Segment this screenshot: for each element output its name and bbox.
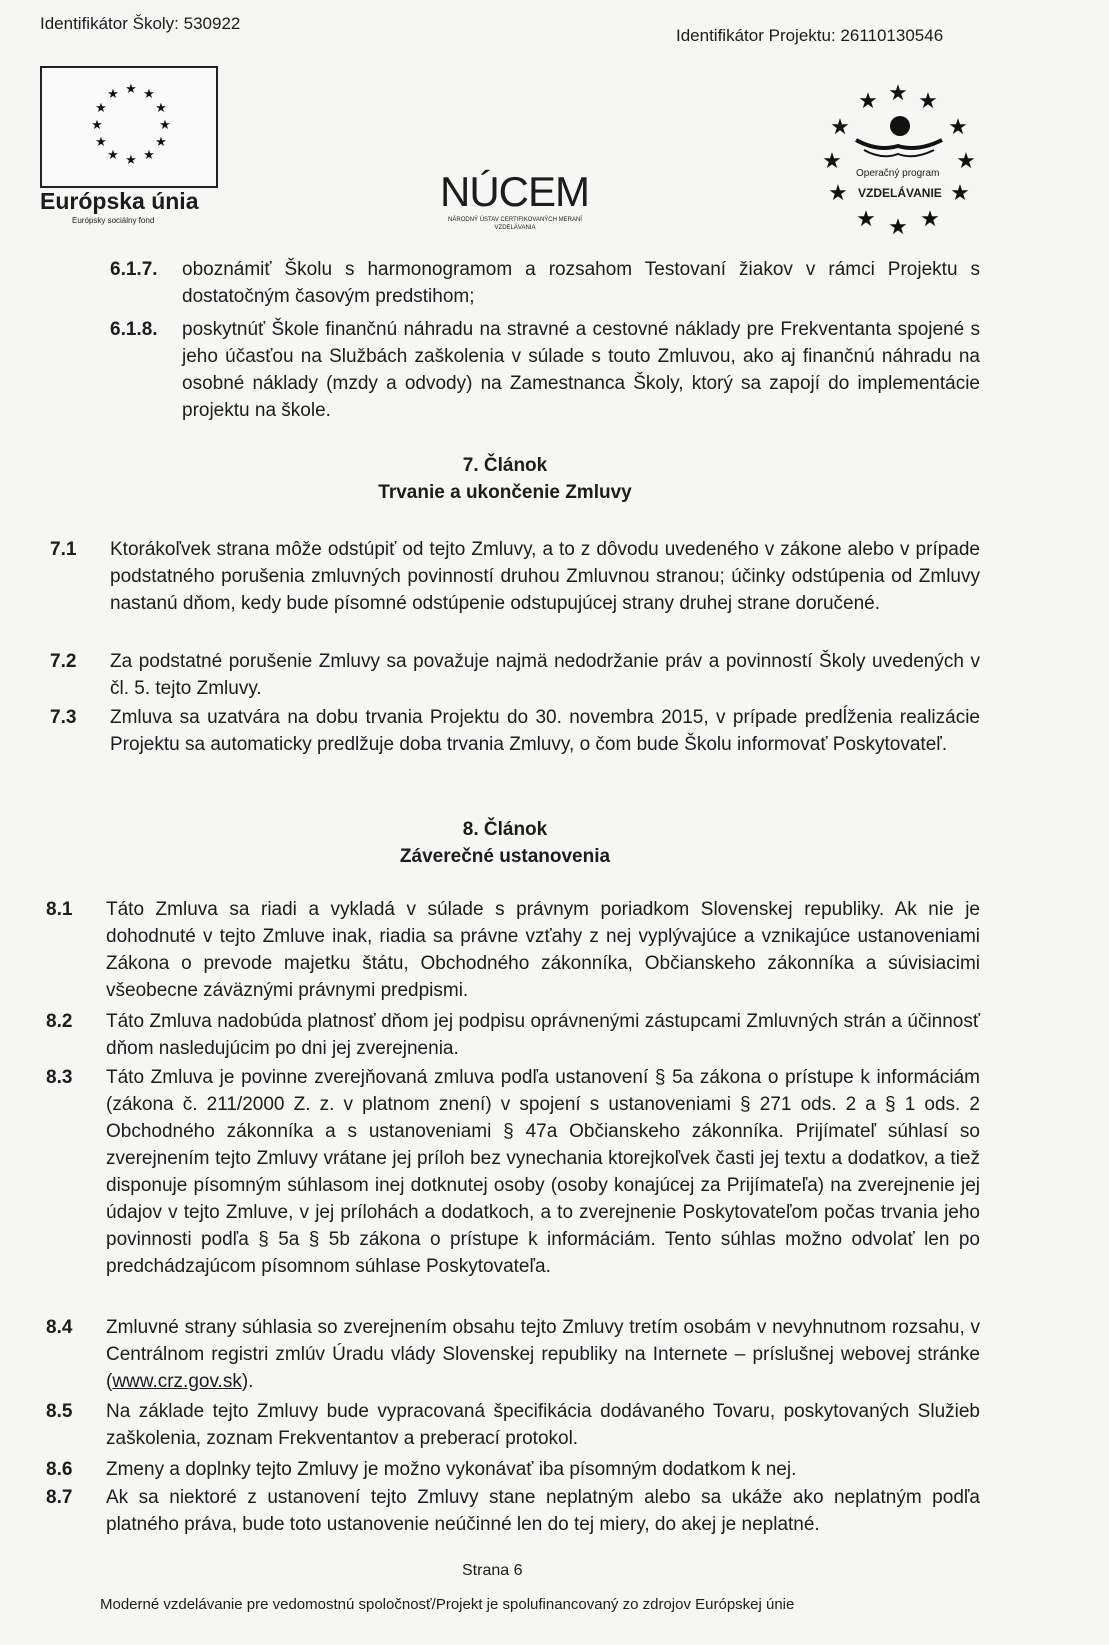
clause-number: 7.2: [50, 651, 77, 672]
svg-text:★: ★: [143, 148, 155, 163]
clause-text: Ak sa niektoré z ustanovení tejto Zmluvy stane neplatným alebo sa ukáže ako neplatným podľa platného práva, bude toto ustanovenie neúčinné len do tej miery, do akej je neplatné.: [106, 1487, 980, 1535]
svg-text:★: ★: [91, 118, 103, 133]
clause-number: 8.4: [46, 1317, 73, 1338]
clause-number: 7.3: [50, 707, 77, 728]
clause-8-6: [46, 1456, 980, 1484]
article-7-title: Trvanie a ukončenie Zmluvy: [378, 482, 632, 503]
article-8-number: 8. Článok: [462, 819, 548, 840]
svg-text:★: ★: [95, 101, 107, 116]
page-footer: Moderné vzdelávanie pre vedomostnú spoločnosť/Projekt je spolufinancovaný zo zdrojov Európskej únie: [100, 1596, 795, 1613]
eu-title: Európska únia: [40, 188, 199, 214]
clause-text: Zmluva sa uzatvára na dobu trvania Projektu do 30. novembra 2015, v prípade predĺženia realizácie Projektu sa automaticky predlžuje doba trvania Zmluvy, o čom bude Školu informovať Poskytovateľ.: [110, 707, 980, 755]
svg-text:★: ★: [888, 215, 908, 238]
svg-text:★: ★: [143, 87, 155, 102]
svg-text:★: ★: [95, 135, 107, 150]
svg-text:★: ★: [858, 89, 878, 114]
clause-7-1: [50, 536, 980, 646]
svg-text:★: ★: [822, 149, 842, 174]
op-label: Operačný program: [856, 168, 940, 179]
svg-text:★: ★: [830, 115, 850, 140]
clause-text: Táto Zmluva je povinne zverejňovaná zmluva podľa ustanovení § 5a zákona o prístupe k informáciám (zákona č. 211/2000 Z. z. v platnom znení) v spojení s ustanoveniami § 271 ods. 2 a § 1 ods. 2 Obchodného zákonníka a s ustanoveniami § 47a Občianskeho zákonníka. Prijímateľ súhlasí so zverejnením tejto Zmluvy vrátane jej príloh bez vynechania ktorejkoľvek časti jej textu a dodatkov, a tiež disponuje písomným súhlasom inej dotknutej osoby (osoby konajúcej za Prijímateľa) na zverejnenie jej údajov v tejto Zmluve, v jej prílohách a dodatkoch, a to zverejnenie Poskytovateľom počas trvania jeho povinnosti podľa § 5a § 5b zákona o prístupe k informáciám. Tento súhlas možno odvolať len po predchádzajúcom písomnom súhlase Poskytovateľa.: [106, 1067, 980, 1277]
project-id: Identifikátor Projektu: 26110130546: [676, 26, 944, 45]
clause-8-4: [46, 1314, 980, 1398]
svg-text:★: ★: [888, 81, 908, 106]
clause-6-1-7: [110, 256, 980, 316]
clause-8-2: [46, 1008, 980, 1064]
clause-number: 8.2: [46, 1011, 73, 1032]
clause-number: 8.3: [46, 1067, 73, 1088]
svg-text:★: ★: [107, 148, 119, 163]
op-vzdelavanie-logo-icon: [818, 78, 978, 238]
clause-text-before: Zmluvné strany súhlasia so zverejnením obsahu tejto Zmluvy tretím osobám v nevyhnutnom rozsahu, v Centrálnom registri zmlúv Úradu vlády Slovenskej republiky na Internete – príslušnej webovej stránke (: [106, 1317, 980, 1392]
svg-text:★: ★: [155, 101, 167, 116]
clause-8-3: [46, 1064, 980, 1312]
eu-subtitle: Európsky sociálny fond: [72, 216, 155, 225]
clause-7-2: [50, 648, 980, 704]
clause-text: Táto Zmluva nadobúda platnosť dňom jej podpisu oprávnenými zástupcami Zmluvných strán a účinnosť dňom nasledujúcim po dni jej zverejnenia.: [106, 1011, 980, 1059]
clause-text-after: ).: [241, 1371, 254, 1392]
eu-stars-icon: [86, 76, 176, 166]
clause-text: Na základe tejto Zmluvy bude vypracovaná špecifikácia dodávaného Tovaru, poskytovaných Služieb zaškolenia, zoznam Frekventantov a preberací protokol.: [106, 1401, 980, 1449]
clause-text: Táto Zmluva sa riadi a vykladá v súlade s právnym poriadkom Slovenskej republiky. Ak nie je dohodnuté v tejto Zmluve inak, riadia sa právne vzťahy z nej vyplývajúce a vznikajúce ustanoveniami Zákona o prevode majetku štátu, Obchodného zákonníka, Občianskeho zákonníka a súvisiacimi všeobecne záväznými právnymi predpismi.: [106, 899, 980, 1001]
op-label-main: VZDELÁVANIE: [858, 186, 942, 200]
clause-8-1: [46, 896, 980, 1006]
svg-text:★: ★: [918, 89, 938, 114]
clause-number: 6.1.7.: [110, 259, 158, 280]
clause-number: 8.1: [46, 899, 73, 920]
school-id: Identifikátor Školy: 530922: [40, 14, 241, 33]
svg-text:★: ★: [125, 153, 137, 166]
article-8-title: Záverečné ustanovenia: [399, 846, 611, 867]
article-7-number: 7. Článok: [462, 455, 548, 476]
svg-text:★: ★: [856, 207, 876, 232]
svg-text:★: ★: [107, 87, 119, 102]
clause-text: [106, 1314, 980, 1395]
clause-text: Za podstatné porušenie Zmluvy sa považuje najmä nedodržanie práv a povinností Školy uvedených v čl. 5. tejto Zmluvy.: [110, 651, 980, 699]
clause-number: 7.1: [50, 539, 77, 560]
svg-text:★: ★: [125, 82, 137, 97]
svg-text:★: ★: [159, 118, 171, 133]
svg-text:★: ★: [155, 135, 167, 150]
clause-number: 8.7: [46, 1487, 73, 1508]
svg-text:★: ★: [956, 149, 976, 174]
clause-text: poskytnúť Škole finančnú náhradu na stravné a cestovné náklady pre Frekventanta spojené s jeho účasťou na Službách zaškolenia v súlade s touto Zmluvou, ako aj finančnú náhradu na osobné náklady (mzdy a odvody) na Zamestnanca Školy, ktorý sa zapojí do implementácie projektu na škole.: [182, 319, 980, 421]
clause-8-5: [46, 1398, 980, 1454]
svg-text:★: ★: [948, 115, 968, 140]
svg-text:★: ★: [950, 181, 970, 206]
clause-text: Ktorákoľvek strana môže odstúpiť od tejto Zmluvy, a to z dôvodu uvedeného v zákone alebo v prípade podstatného porušenia zmluvných povinností druhou Zmluvnou stranou; účinky odstúpenia od Zmluvy nastanú dňom, kedy bude písomné odstúpenie odstupujúcej strany druhej strane doručené.: [110, 539, 980, 614]
clause-number: 8.6: [46, 1459, 73, 1480]
nucem-subtitle: NÁRODNÝ ÚSTAV CERTIFIKOVANÝCH MERANÍ VZDELÁVANIA: [448, 217, 582, 231]
nucem-logo: NÚCEM: [440, 168, 589, 215]
svg-text:★: ★: [920, 207, 940, 232]
clause-text: Zmeny a doplnky tejto Zmluvy je možno vykonávať iba písomným dodatkom k nej.: [106, 1459, 797, 1480]
clause-6-1-8: [110, 316, 980, 426]
clause-8-7: [46, 1484, 980, 1540]
clause-text: oboznámiť Školu s harmonogramom a rozsahom Testovaní žiakov v rámci Projektu s dostatočným časovým predstihom;: [182, 259, 980, 307]
clause-number: 6.1.8.: [110, 319, 158, 340]
clause-number: 8.5: [46, 1401, 73, 1422]
eu-flag-logo: [40, 66, 218, 188]
crz-link[interactable]: www.crz.gov.sk: [112, 1371, 242, 1392]
svg-text:★: ★: [828, 181, 848, 206]
clause-7-3: [50, 704, 980, 786]
page-number: Strana 6: [462, 1562, 523, 1579]
